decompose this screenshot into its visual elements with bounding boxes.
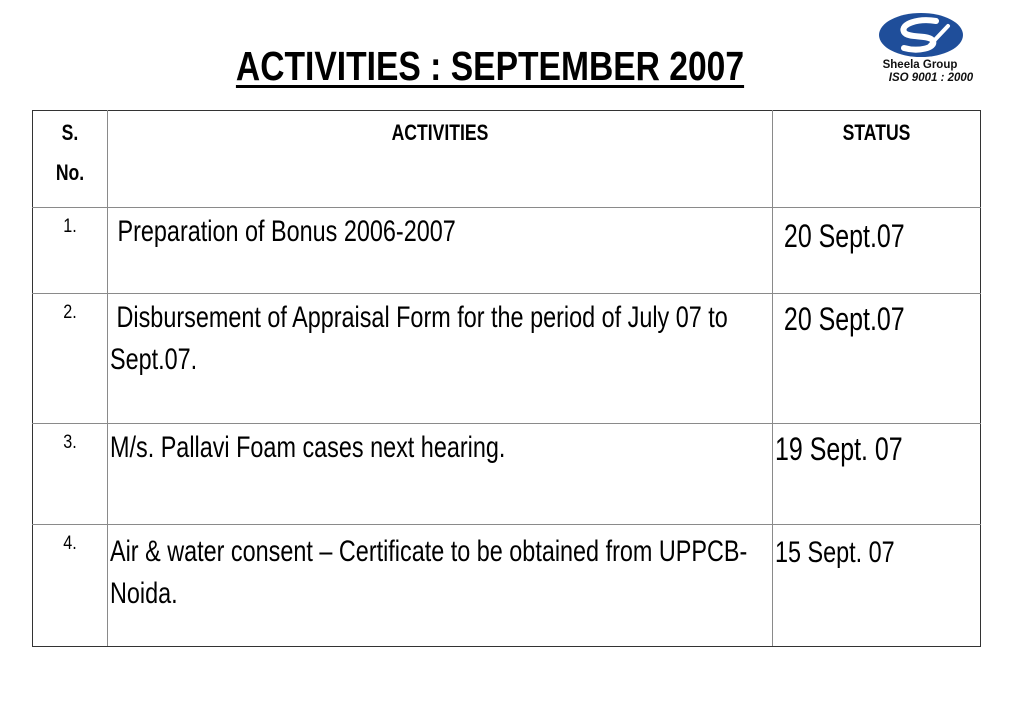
row-sno-cell: [33, 294, 108, 424]
page-title: [88, 40, 892, 92]
row-status: 20 Sept.07: [777, 218, 905, 254]
row-activity: Air & water consent – Certificate to be obtained from UPPCB-Noida.: [110, 535, 748, 610]
row-activity-cell: [108, 525, 773, 647]
header-activities: [108, 111, 773, 208]
logo-iso-certification: ISO 9001 : 2000: [888, 72, 974, 84]
header-status: [773, 111, 981, 208]
header-sno-line2: No.: [55, 160, 85, 185]
table-row: [33, 525, 981, 647]
row-sno: 2.: [63, 302, 77, 323]
row-activity: Preparation of Bonus 2006-2007: [111, 215, 456, 248]
row-activity-cell: [108, 208, 773, 294]
sheela-logo-mark: [878, 12, 964, 58]
table-row: [33, 424, 981, 525]
activities-table: [32, 110, 981, 647]
row-sno-cell: [33, 208, 108, 294]
row-activity-cell: [108, 424, 773, 525]
row-status-cell: [773, 294, 981, 424]
row-activity-cell: [108, 294, 773, 424]
row-sno: 4.: [63, 533, 77, 554]
row-status-cell: [773, 424, 981, 525]
row-activity: Disbursement of Appraisal Form for the period of July 07 to Sept.07.: [110, 301, 735, 376]
table-row: [33, 208, 981, 294]
row-sno-cell: [33, 424, 108, 525]
header-sno: [33, 111, 108, 208]
row-status: 20 Sept.07: [777, 301, 905, 337]
row-sno-cell: [33, 525, 108, 647]
table-row: [33, 294, 981, 424]
row-status-cell: [773, 525, 981, 647]
row-activity: M/s. Pallavi Foam cases next hearing.: [110, 431, 506, 464]
company-logo: [866, 12, 998, 90]
row-status: 15 Sept. 07: [775, 536, 895, 569]
row-status: 19 Sept. 07: [775, 431, 903, 467]
header-status-label: STATUS: [842, 120, 911, 145]
header-sno-line1: S.: [61, 120, 79, 145]
row-sno: 1.: [63, 216, 77, 237]
page-title-text: ACTIVITIES : SEPTEMBER 2007: [235, 43, 745, 89]
row-sno: 3.: [63, 432, 77, 453]
logo-company-name: Sheela Group: [882, 59, 958, 71]
table-header-row: [33, 111, 981, 208]
header-activities-label: ACTIVITIES: [391, 120, 489, 145]
row-status-cell: [773, 208, 981, 294]
